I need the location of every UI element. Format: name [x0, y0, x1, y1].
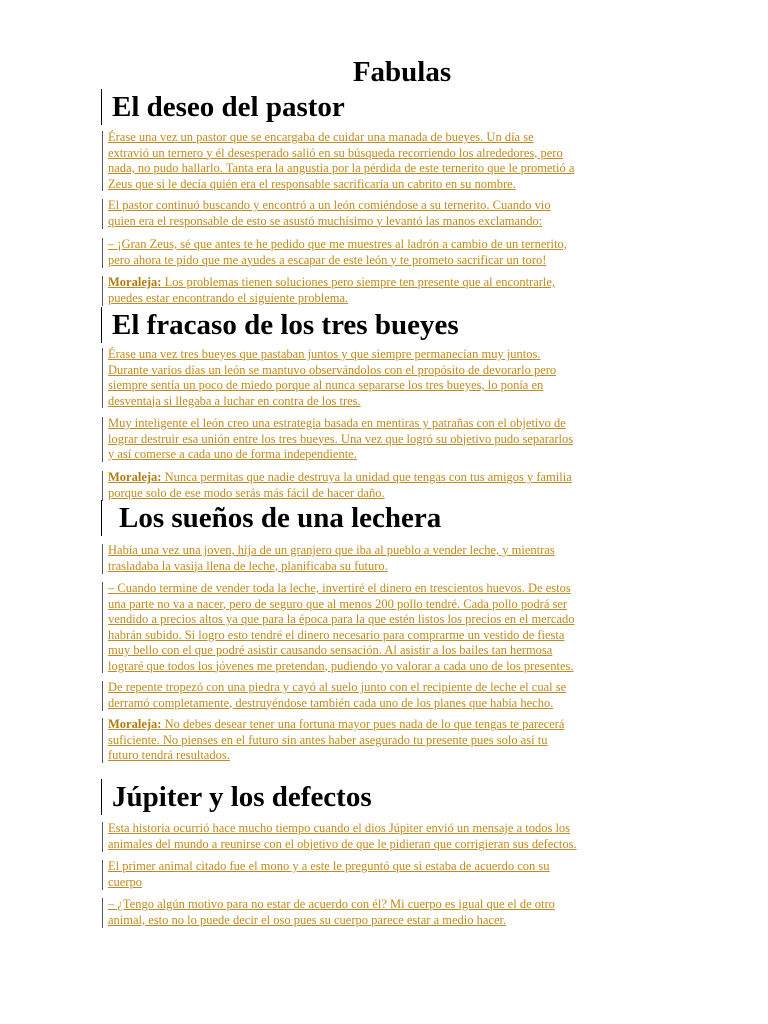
document-title: Fabulas: [352, 56, 452, 88]
moraleja-label: Moraleja:: [108, 717, 162, 731]
paragraph[interactable]: El primer animal citado fue el mono y a este le preguntó que si estaba de acuerdo con su cuerpo: [108, 859, 693, 890]
moraleja-paragraph[interactable]: Moraleja: Los problemas tienen soluciones pero siempre ten presente que al encontrarle, puedes estar encontrando el siguiente problema.: [108, 275, 693, 306]
paragraph[interactable]: Había una vez una joven, hija de un granjero que iba al pueblo a vender leche, y mientras trasladaba la vasija llena de leche, planificaba su futuro.: [108, 543, 693, 574]
section-heading-text: Los sueños de una lechera: [119, 502, 442, 534]
heading-bar: [101, 89, 102, 125]
paragraph[interactable]: De repente tropezó con una piedra y cayó al suelo junto con el recipiente de leche el cual se derramó completamente, destruyéndose también cada uno de los planes que había hecho.: [108, 680, 693, 711]
section-heading-text: Júpiter y los defectos: [112, 781, 372, 813]
moraleja-paragraph[interactable]: Moraleja: No debes desear tener una fortuna mayor pues nada de lo que tengas te parecerá suficiente. No pienses en el futuro sin antes haber asegurado tu presente pues solo así tu futuro tendrá resultados.: [108, 717, 693, 764]
paragraph[interactable]: Esta historia ocurrió hace mucho tiempo cuando el dios Júpiter envió un mensaje a todos los animales del mundo a reunirse con el objetivo de que le pidieran que corrigieran sus defectos.: [108, 821, 693, 852]
moraleja-label: Moraleja:: [108, 275, 162, 289]
paragraph[interactable]: El pastor continuó buscando y encontró a un león comiéndose a su ternerito. Cuando vio quien era el responsable de esto se asustó muchísimo y levantó las manos exclamando:: [108, 198, 693, 229]
heading-bar: [101, 779, 102, 815]
paragraph[interactable]: Muy inteligente el león creo una estrategia basada en mentiras y patrañas con el objetivo de lograr destruir esa unión entre los tres bueyes. Una vez que logró su objetivo pudo separarlos y así comerse a cada uno de forma independiente.: [108, 416, 693, 463]
section-heading-text: El fracaso de los tres bueyes: [112, 309, 459, 341]
paragraph[interactable]: – ¡Gran Zeus, sé que antes te he pedido que me muestres al ladrón a cambio de un ternerito, pero ahora te pido que me ayudes a escapar de este león y te prometo sacrificar un toro!: [108, 237, 693, 268]
paragraph[interactable]: Érase una vez un pastor que se encargaba de cuidar una manada de bueyes. Un día se extravió un ternero y él desesperado salió en su búsqueda recorriendo los alrededores, pero nada, no pudo hallarlo. Tanta era la angustia por la pérdida de este ternerito que le prometió a Zeus que si le decía quién era el responsable sacrificaría un cabrito en su nombre.: [108, 130, 693, 192]
paragraph[interactable]: Érase una vez tres bueyes que pastaban juntos y que siempre permanecían muy juntos. Durante varios días un león se mantuvo observándolos con el propósito de devorarlo pero siempre sentía un poco de miedo porque al nunca separarse los tres bueyes, lo ponía en desventaja si llegaba a luchar en contra de los tres.: [108, 347, 693, 409]
paragraph[interactable]: – Cuando termine de vender toda la leche, invertiré el dinero en trescientos huevos. De estos una parte no va a nacer, pero de seguro que al menos 200 pollo tendré. Cada pollo podrá ser vendido a precios altos ya que para la época para la que estén listos los precios en el mercado habrán subido. Si logro esto tendré el dinero necesario para comprarme un vestido de fiesta muy bello con el que podré asistir causando sensación. Al asistir a los bailes tan hermosa lograré que todos los jóvenes me pretendan, pudiendo yo valorar a cada uno de los presentes.: [108, 581, 693, 674]
moraleja-paragraph[interactable]: Moraleja: Nunca permitas que nadie destruya la unidad que tengas con tus amigos y familia porque solo de ese modo serás más fácil de hacer daño.: [108, 470, 693, 501]
moraleja-label: Moraleja:: [108, 470, 162, 484]
paragraph[interactable]: – ¿Tengo algún motivo para no estar de acuerdo con él? Mi cuerpo es igual que el de otro animal, esto no lo puede decir el oso pues su cuerpo parece estar a medio hacer.: [108, 897, 693, 928]
section-heading-text: El deseo del pastor: [112, 91, 345, 123]
heading-bar: [101, 307, 102, 343]
heading-bar: [101, 500, 102, 536]
